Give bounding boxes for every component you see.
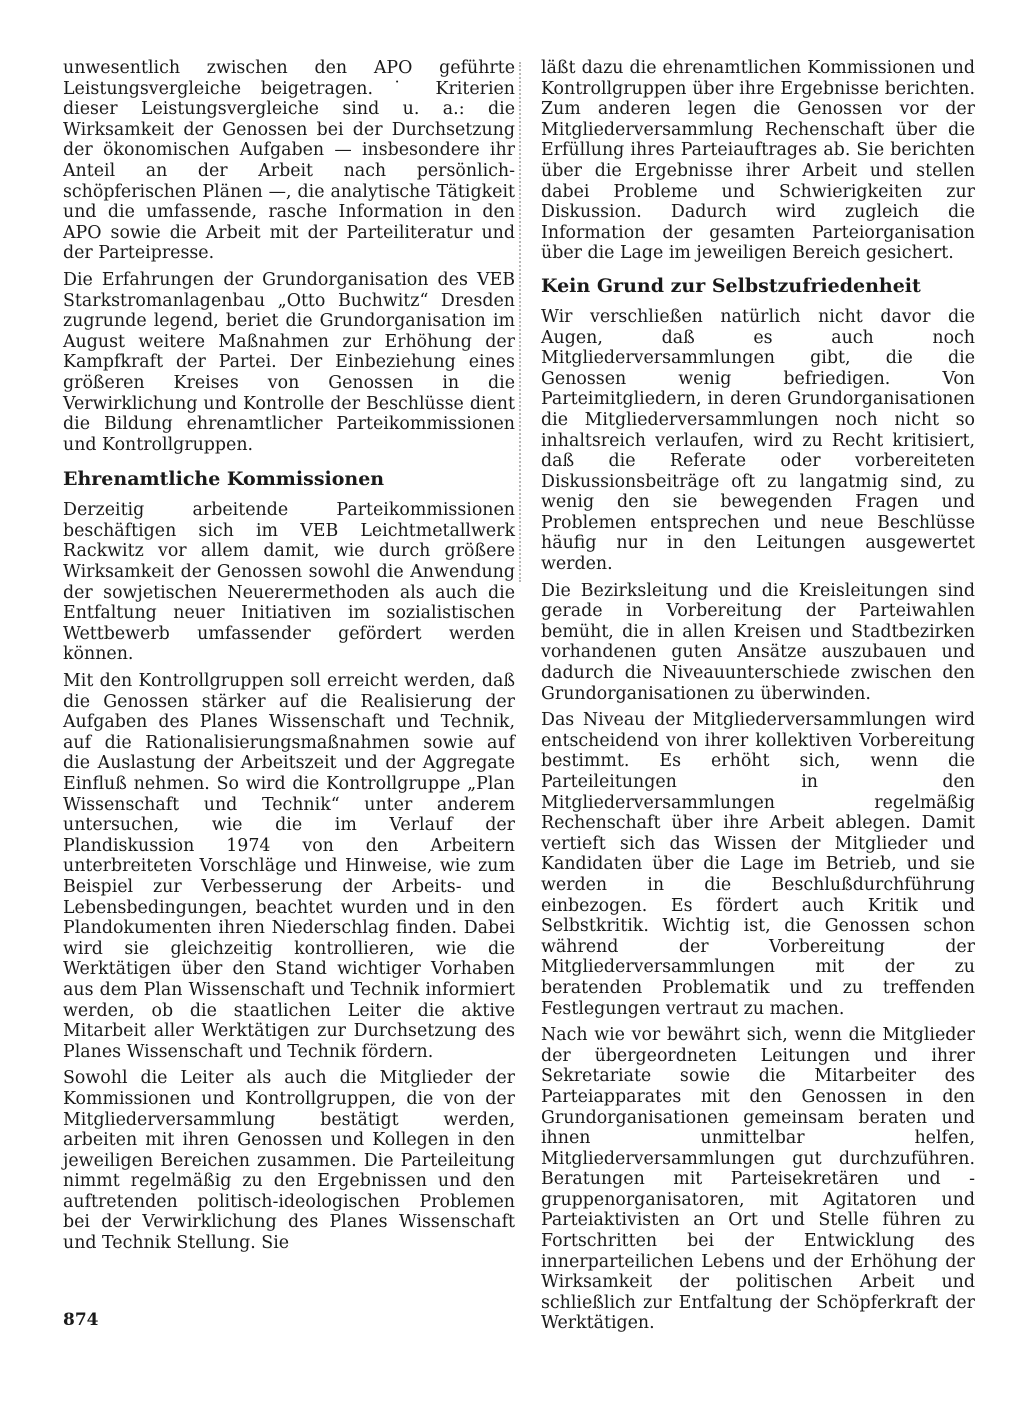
left-column	[63, 58, 515, 1260]
paragraph: Sowohl die Leiter als auch die Mitglieder der Kommissionen und Kontrollgruppen, die von der Mitgliederversammlung bestätigt werden, arbeiten mit ihren Genossen und Kollegen in den jeweiligen Bereichen zusammen. Die Parteileitung nimmt regelmäßig zu den Ergebnissen und den auftretenden politisch-ideologischen Problemen bei der Verwirklichung des Planes Wissenschaft und Technik Stellung. Sie	[63, 1068, 515, 1254]
page-number: 874	[63, 1310, 99, 1330]
section-heading: Ehrenamtliche Kommissionen	[63, 468, 385, 491]
paragraph: Derzeitig arbeitende Parteikommissionen beschäftigen sich im VEB Leichtmetallwerk Rackwitz vor allem damit, wie durch größere Wirksamkeit der Genossen sowohl die Anwendung der sowjetischen Neuerermethoden als auch die Entfaltung neuer Initiativen im sozialistischen Wettbewerb umfassender gefördert werden können.	[63, 500, 515, 665]
right-column	[541, 58, 975, 1340]
column-gutter-marks	[519, 62, 529, 582]
paragraph: Die Bezirksleitung und die Kreisleitungen sind gerade in Vorbereitung der Parteiwahlen bemüht, die in allen Kreisen und Stadtbezirken vorhandenen guten Ansätze auszubauen und dadurch die Niveauunterschiede zwischen den Grundorganisationen zu überwinden.	[541, 580, 975, 704]
paragraph: Nach wie vor bewährt sich, wenn die Mitglieder der übergeordneten Leitungen und ihrer Sekretariate sowie die Mitarbeiter des Parteiapparates mit den Genossen in den Grundorganisationen gemeinsam beraten und ihnen unmittelbar helfen, Mitgliederversammlungen gut durchzuführen. Beratungen mit Parteisekretären und -gruppenorganisatoren, mit Agitatoren und Parteiaktivisten an Ort und Stelle führen zu Fortschritten bei der Entwicklung des innerparteilichen Lebens und der Erhöhung der Wirksamkeit der politischen Arbeit und schließlich zur Entfaltung der Schöpferkraft der Werktätigen.	[541, 1025, 975, 1334]
paragraph: Mit den Kontrollgruppen soll erreicht werden, daß die Genossen stärker auf die Realisierung der Aufgaben des Planes Wissenschaft und Technik, auf die Rationalisierungsmaßnahmen sowie auf die Auslastung der Arbeitszeit und der Aggregate Einfluß nehmen. So wird die Kontrollgruppe „Plan Wissenschaft und Technik“ unter anderem untersuchen, wie die im Verlauf der Plandiskussion 1974 von den Arbeitern unterbreiteten Vorschläge und Hinweise, wie zum Beispiel zur Verbesserung der Arbeits- und Lebensbedingungen, beachtet wurden und in den Plandokumenten ihren Niederschlag finden. Dabei wird sie gleichzeitig kontrollieren, wie die Werktätigen über den Stand wichtiger Vorhaben aus dem Plan Wissenschaft und Technik informiert werden, ob die staatlichen Leiter die aktive Mitarbeit aller Werktätigen zur Durchsetzung des Planes Wissenschaft und Technik fördern.	[63, 671, 515, 1062]
paragraph: Das Niveau der Mitgliederversammlungen wird entscheidend von ihrer kollektiven Vorbereitung bestimmt. Es erhöht sich, wenn die Parteileitungen in den Mitgliederversammlungen regelmäßig Rechenschaft über ihre Arbeit ablegen. Damit vertieft sich das Wissen der Mitglieder und Kandidaten über die Lage im Betrieb, und sie werden in die Beschlußdurchführung einbezogen. Es fördert auch Kritik und Selbstkritik. Wichtig ist, die Genossen schon während der Vorbereitung der Mitgliederversammlungen mit der zu beratenden Problematik und zu treffenden Festlegungen vertraut zu machen.	[541, 710, 975, 1019]
paragraph: Die Erfahrungen der Grundorganisation des VEB Starkstromanlagenbau „Otto Buchwitz“ Dresden zugrunde legend, beriet die Grundorganisation im August weitere Maßnahmen zur Erhöhung der Kampfkraft der Partei. Der Einbeziehung eines größeren Kreises von Genossen in die Verwirklichung und Kontrolle der Beschlüsse dient die Bildung ehrenamtlicher Parteikommissionen und Kontrollgruppen.	[63, 269, 515, 455]
paragraph: unwesentlich zwischen den APO geführte Leistungsvergleiche beigetragen. ˙ Kriterien dieser Leistungsvergleiche sind u. a.: die Wirksamkeit der Genossen bei der Durchsetzung der ökonomischen Aufgaben — insbesondere ihr Anteil an der Arbeit nach persönlich-schöpferischen Plänen —, die analytische Tätigkeit und die umfassende, rasche Information in den APO sowie die Arbeit mit der Parteiliteratur und der Parteipresse.	[63, 58, 515, 264]
paragraph: läßt dazu die ehrenamtlichen Kommissionen und Kontrollgruppen über ihre Ergebnisse berichten. Zum anderen legen die Genossen vor der Mitgliederversammlung Rechenschaft über die Erfüllung ihres Parteiauftrages ab. Sie berichten über die Ergebnisse ihrer Arbeit und stellen dabei Probleme und Schwierigkeiten zur Diskussion. Dadurch wird zugleich die Information der gesamten Parteiorganisation über die Lage im jeweiligen Bereich gesichert.	[541, 58, 975, 264]
section-heading: Kein Grund zur Selbstzufriedenheit	[541, 274, 921, 297]
paragraph: Wir verschließen natürlich nicht davor die Augen, daß es auch noch Mitgliederversammlungen gibt, die die Genossen wenig befriedigen. Von Parteimitgliedern, in deren Grundorganisationen die Mitgliederversammlungen noch nicht so inhaltsreich verlaufen, wird zu Recht kritisiert, daß die Referate oder vorbereiteten Diskussionsbeiträge oft zu langatmig sind, zu wenig den sie bewegenden Fragen und Problemen entsprechen und neue Beschlüsse häufig nur in den Leitungen ausgewertet werden.	[541, 306, 975, 575]
